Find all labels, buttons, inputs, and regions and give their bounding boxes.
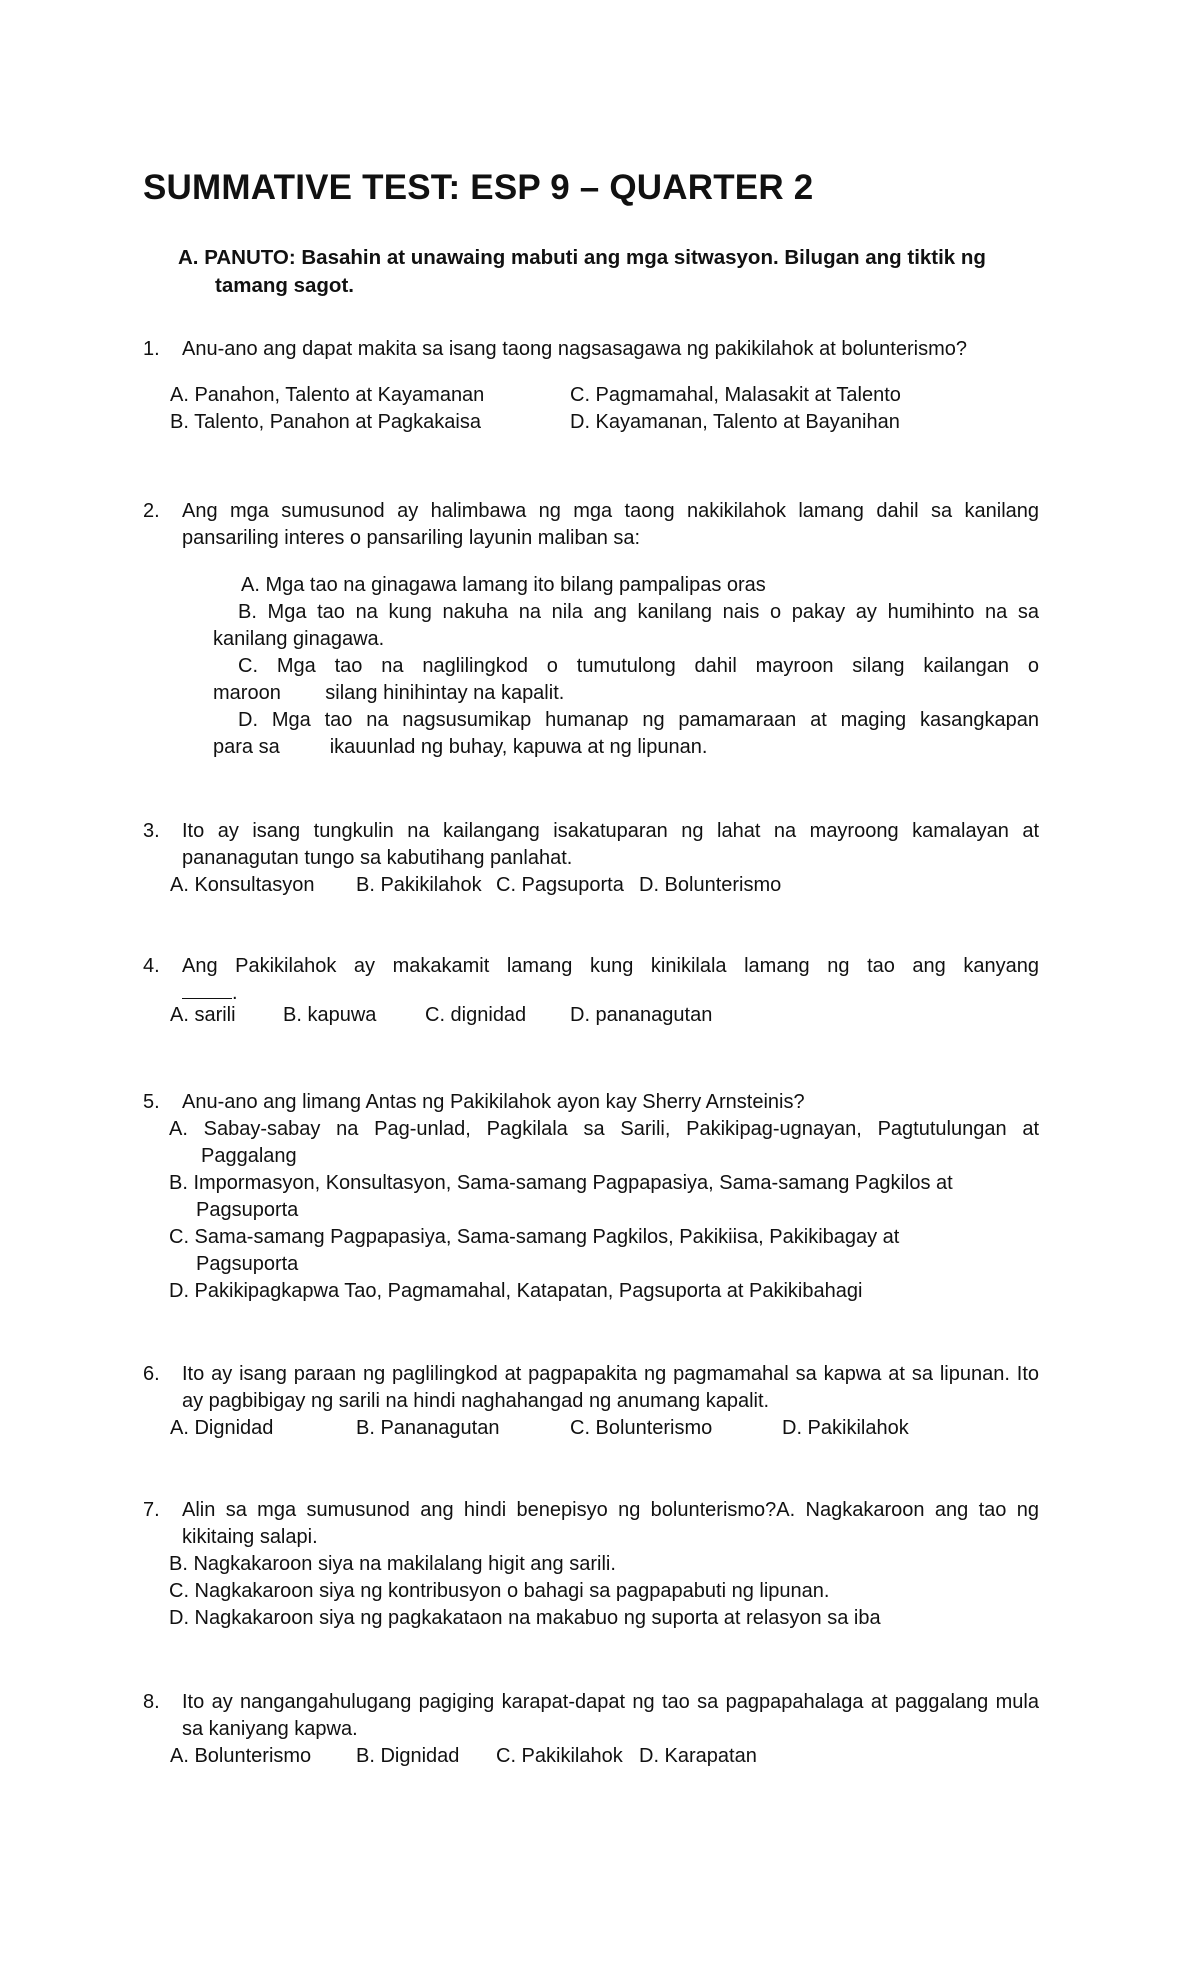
option[interactable]: A. Mga tao na ginagawa lamang ito bilang pampalipas oras bbox=[241, 574, 766, 596]
option[interactable]: B. Nagkakaroon siya na makilalang higit ang sarili. bbox=[169, 1553, 616, 1575]
option[interactable]: D. Karapatan bbox=[639, 1745, 757, 1767]
option[interactable]: B. Impormasyon, Konsultasyon, Sama-samang Pagpapasiya, Sama-samang Pagkilos at bbox=[169, 1172, 953, 1194]
option[interactable]: D. pananagutan bbox=[570, 1004, 713, 1026]
option-continuation: kanilang ginagawa. bbox=[213, 628, 385, 650]
option[interactable]: D. Pakikipagkapwa Tao, Pagmamahal, Katapatan, Pagsuporta at Pakikibahagi bbox=[169, 1280, 863, 1302]
question-stem: Alin sa mga sumusunod ang hindi benepisyo ng bolunterismo?A. Nagkakaroon ang tao ng kikitaing salapi. bbox=[182, 1499, 1039, 1548]
option[interactable]: A. Panahon, Talento at Kayamanan bbox=[170, 384, 485, 406]
question-stem: Anu-ano ang limang Antas ng Pakikilahok ayon kay Sherry Arnsteinis? bbox=[182, 1091, 805, 1113]
question-7 bbox=[143, 1497, 1043, 1632]
question-stem: Ang mga sumusunod ay halimbawa ng mga taong nakikilahok lamang dahil sa kanilang pansariling interes o pansariling layunin maliban sa: bbox=[182, 500, 1039, 549]
option[interactable]: C. Pakikilahok bbox=[496, 1745, 623, 1767]
option[interactable]: C. Bolunterismo bbox=[570, 1417, 713, 1439]
option-continuation: Pagsuporta bbox=[196, 1199, 299, 1221]
question-2 bbox=[143, 498, 1043, 761]
option-continuation: para sa ikauunlad ng buhay, kapuwa at ng lipunan. bbox=[213, 736, 708, 758]
option[interactable]: B. Dignidad bbox=[356, 1745, 460, 1767]
option[interactable]: A. Bolunterismo bbox=[170, 1745, 312, 1767]
option[interactable]: C. dignidad bbox=[425, 1004, 527, 1026]
question-stem: Ito ay isang tungkulin na kailangang isakatuparan ng lahat na mayroong kamalayan at pananagutan tungo sa kabutihang panlahat. bbox=[182, 820, 1039, 869]
option[interactable]: A. sarili bbox=[170, 1004, 236, 1026]
question-3 bbox=[143, 818, 1043, 899]
question-4 bbox=[143, 953, 1043, 1029]
question-6 bbox=[143, 1361, 1043, 1442]
question-number: 2. bbox=[143, 500, 160, 522]
question-number: 5. bbox=[143, 1091, 160, 1113]
option[interactable]: C. Pagsuporta bbox=[496, 874, 624, 896]
option-continuation: maroon silang hinihintay na kapalit. bbox=[213, 682, 565, 704]
question-1 bbox=[143, 336, 1043, 436]
question-stem: Ang Pakikilahok ay makakamit lamang kung kinikilala lamang ng tao ang kanyang bbox=[182, 955, 1039, 977]
option[interactable]: C. Pagmamahal, Malasakit at Talento bbox=[570, 384, 901, 406]
question-number: 3. bbox=[143, 820, 160, 842]
question-number: 8. bbox=[143, 1691, 160, 1713]
option[interactable]: C. Nagkakaroon siya ng kontribusyon o bahagi sa pagpapabuti ng lipunan. bbox=[169, 1580, 830, 1602]
page-title: SUMMATIVE TEST: ESP 9 – QUARTER 2 bbox=[143, 168, 814, 207]
option[interactable]: D. Pakikilahok bbox=[782, 1417, 909, 1439]
option-continuation: Pagsuporta bbox=[196, 1253, 299, 1275]
question-number: 7. bbox=[143, 1499, 160, 1521]
option[interactable]: B. Talento, Panahon at Pagkakaisa bbox=[170, 411, 481, 433]
option[interactable]: B. Pakikilahok bbox=[356, 874, 482, 896]
question-number: 4. bbox=[143, 955, 160, 977]
instructions-line-2: tamang sagot. bbox=[215, 274, 354, 297]
option[interactable]: B. kapuwa bbox=[283, 1004, 377, 1026]
question-8 bbox=[143, 1689, 1043, 1770]
option[interactable]: D. Mga tao na nagsusumikap humanap ng pamamaraan at maging kasangkapan bbox=[238, 709, 1039, 731]
question-stem: Ito ay nangangahulugang pagiging karapat-dapat ng tao sa pagpapahalaga at paggalang mula sa kaniyang kapwa. bbox=[182, 1691, 1039, 1740]
option[interactable]: A. Konsultasyon bbox=[170, 874, 315, 896]
instructions bbox=[178, 244, 1068, 300]
question-5 bbox=[143, 1089, 1043, 1305]
option[interactable]: A. Sabay-sabay na Pag-unlad, Pagkilala sa Sarili, Pakikipag-ugnayan, Pagtutulungan at bbox=[169, 1118, 1039, 1140]
instructions-line-1: A. PANUTO: Basahin at unawaing mabuti ang mga sitwasyon. Bilugan ang tiktik ng bbox=[178, 246, 986, 269]
question-stem: Anu-ano ang dapat makita sa isang taong nagsasagawa ng pakikilahok at bolunterismo? bbox=[182, 338, 967, 360]
option[interactable]: D. Bolunterismo bbox=[639, 874, 782, 896]
option[interactable]: B. Mga tao na kung nakuha na nila ang kanilang nais o pakay ay humihinto na sa bbox=[238, 601, 1039, 623]
option[interactable]: C. Mga tao na naglilingkod o tumutulong dahil mayroon silang kailangan o bbox=[238, 655, 1039, 677]
question-number: 1. bbox=[143, 338, 160, 360]
option[interactable]: D. Kayamanan, Talento at Bayanihan bbox=[570, 411, 900, 433]
option[interactable]: C. Sama-samang Pagpapasiya, Sama-samang Pagkilos, Pakikiisa, Pakikibagay at bbox=[169, 1226, 900, 1248]
question-number: 6. bbox=[143, 1363, 160, 1385]
option[interactable]: B. Pananagutan bbox=[356, 1417, 500, 1439]
option[interactable]: D. Nagkakaroon siya ng pagkakataon na makabuo ng suporta at relasyon sa iba bbox=[169, 1607, 881, 1629]
option-continuation: Paggalang bbox=[201, 1145, 297, 1167]
option[interactable]: A. Dignidad bbox=[170, 1417, 274, 1439]
answer-blank: . bbox=[182, 980, 1039, 1002]
question-stem: Ito ay isang paraan ng paglilingkod at pagpapakita ng pagmamahal sa kapwa at sa lipunan. Ito ay pagbibigay ng sarili na hindi naghahangad ng anumang kapalit. bbox=[182, 1363, 1039, 1412]
